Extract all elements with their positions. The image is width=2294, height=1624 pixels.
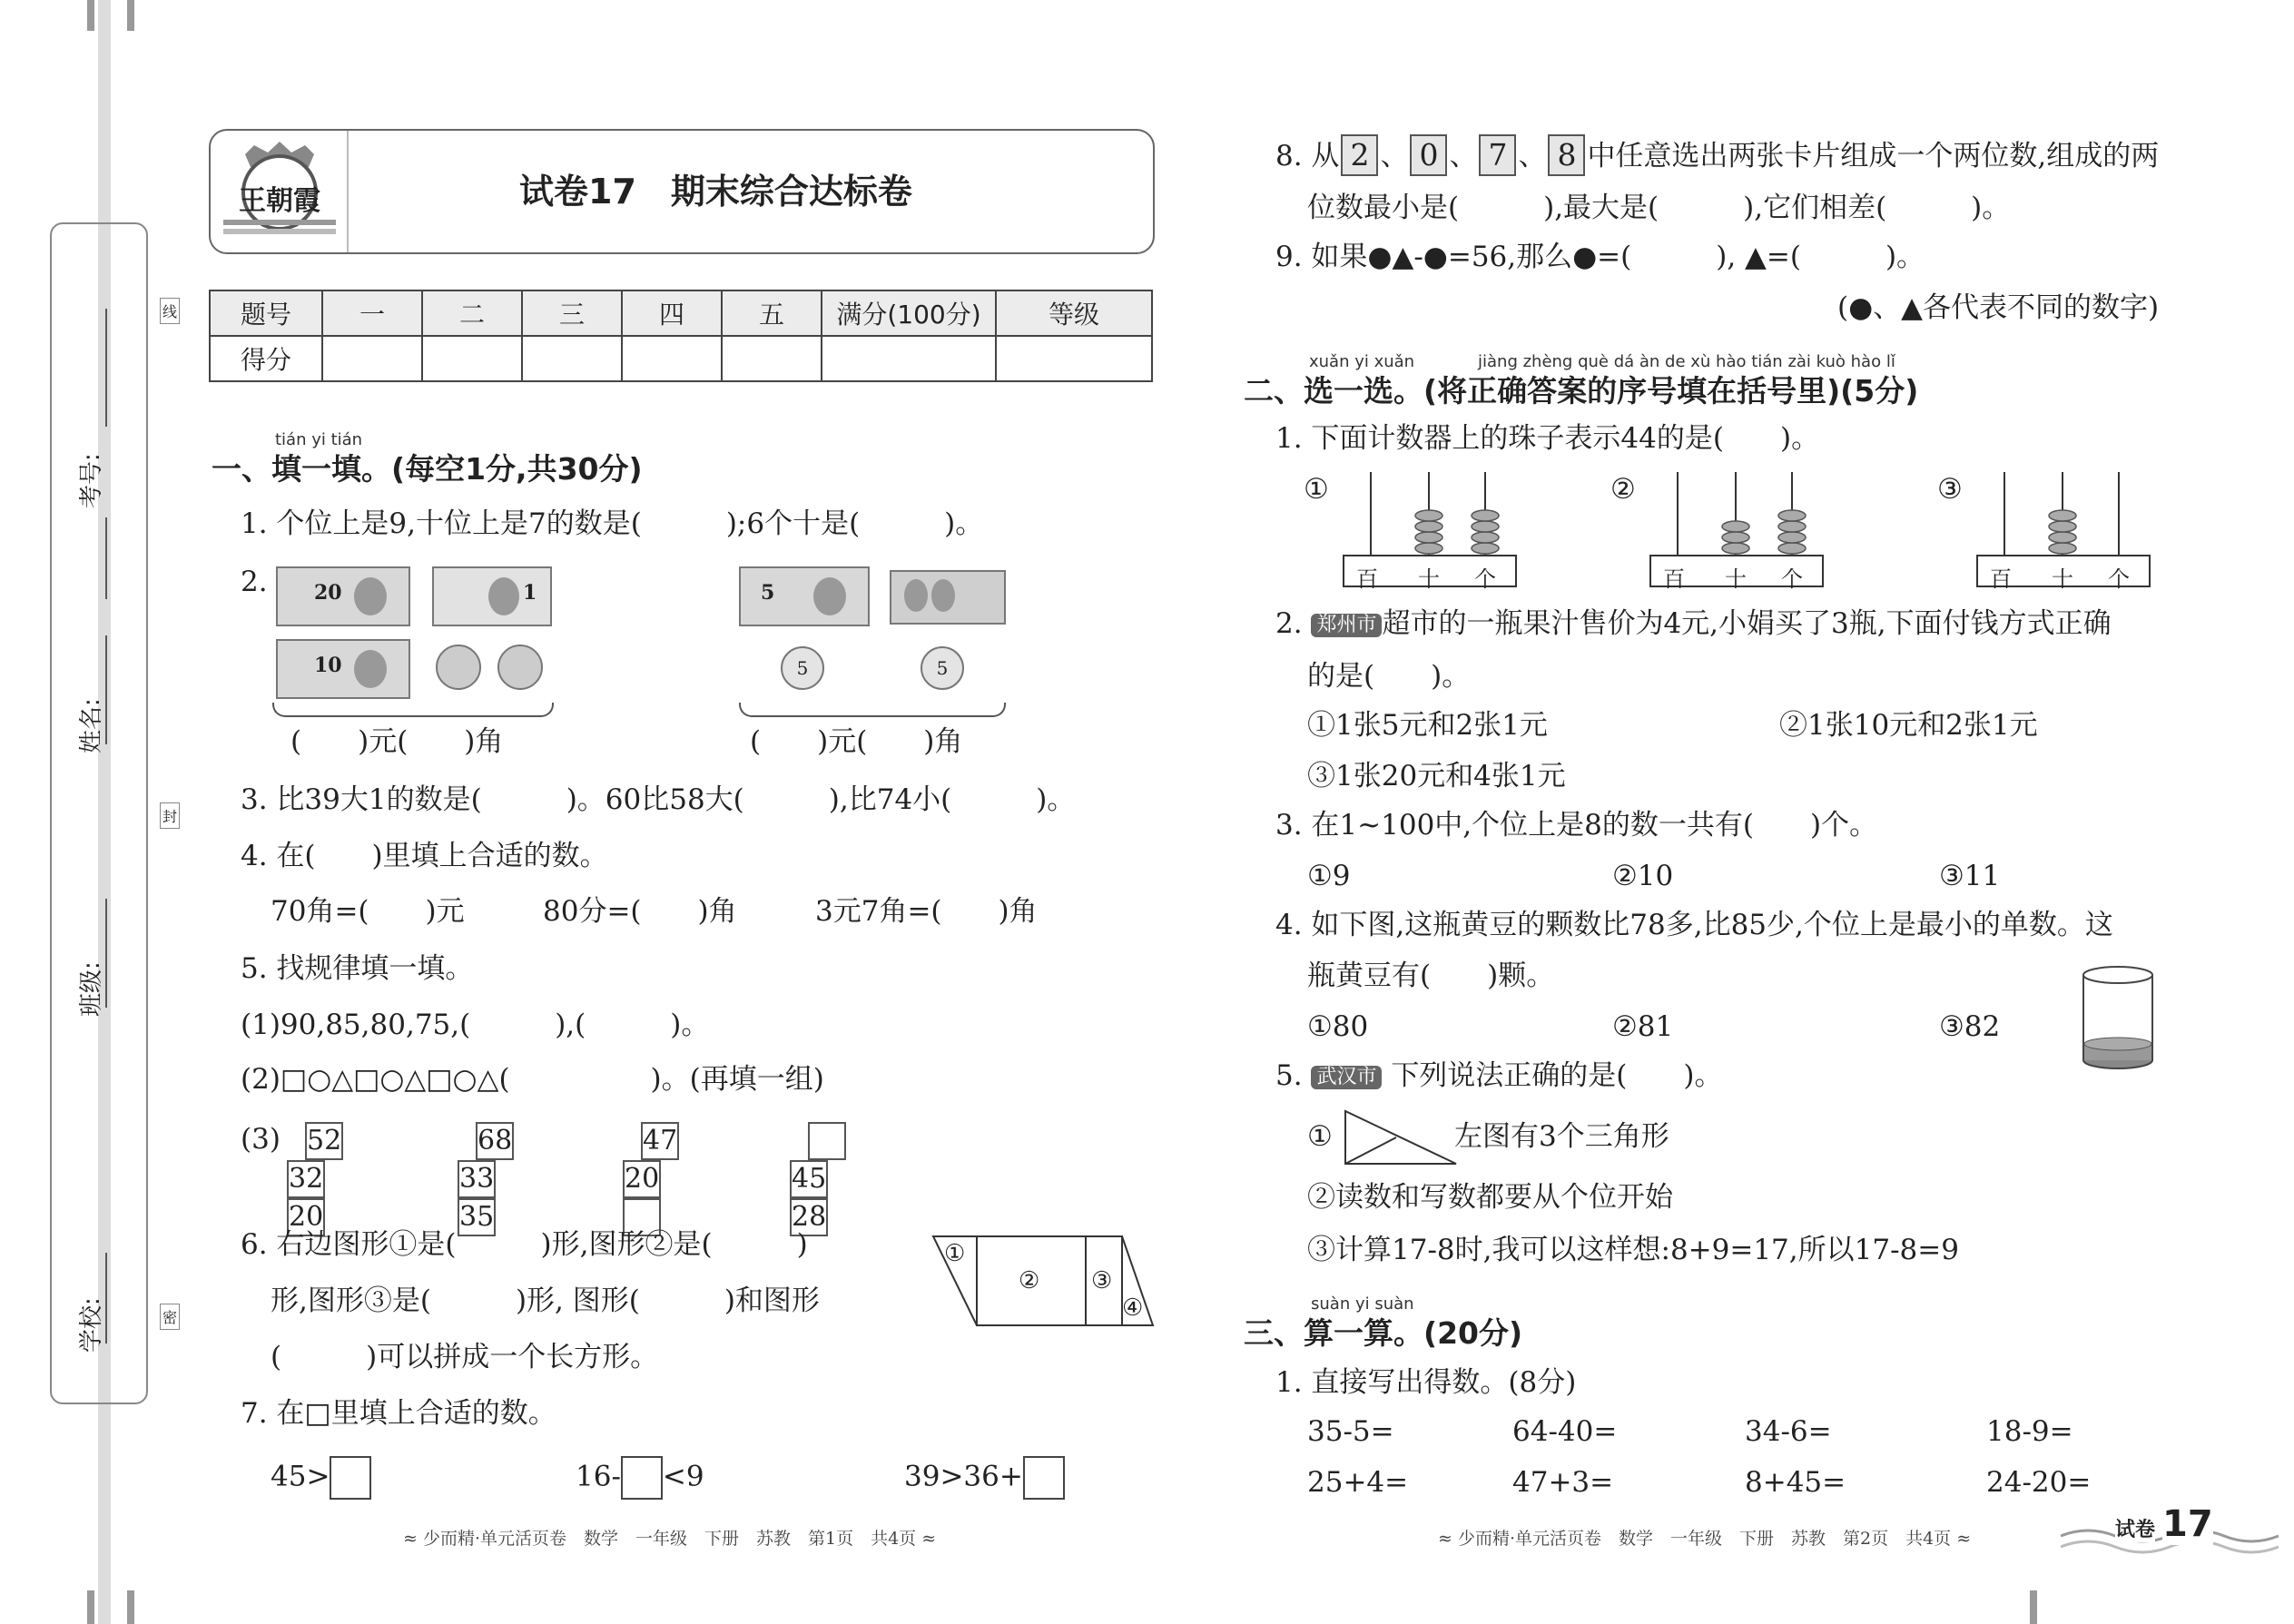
- seal-char: 密: [160, 1304, 180, 1330]
- s1-q4-item: 70角=( )元: [271, 895, 465, 928]
- region-tag: 郑州市: [1311, 614, 1382, 637]
- split-top: 52: [305, 1122, 343, 1160]
- abacus-place: 十: [1725, 566, 1747, 592]
- split-cell: 32: [287, 1160, 325, 1198]
- crop-mark: [87, 0, 94, 31]
- table-header-cell: 等级: [996, 290, 1152, 336]
- table-row-label: 得分: [210, 336, 322, 381]
- banknote-20: 20: [276, 566, 410, 626]
- section1-heading: 一、填一填。(每空1分,共30分): [212, 451, 643, 487]
- abacus-bead: [2049, 521, 2076, 532]
- abacus-bead: [2049, 532, 2076, 543]
- s1-q2-answer-left: ( )元( )角: [290, 725, 504, 758]
- q8-line2: 位数最小是( ),最大是( ),它们相差( )。: [1307, 192, 2011, 224]
- seal-char: 线: [160, 298, 180, 324]
- coin-5jiao: 5: [781, 646, 824, 690]
- s1-q3: 3. 比39大1的数是( )。60比58大( ),比74小( )。: [241, 783, 1076, 816]
- s1-q4-item: 3元7角=( )角: [815, 895, 1038, 928]
- table-row: [210, 290, 1152, 336]
- abacus: [1610, 470, 1846, 590]
- abacus-place: 十: [1418, 566, 1440, 592]
- s3-q1: 1. 直接写出得数。(8分): [1275, 1366, 1577, 1399]
- abacus: [1937, 470, 2173, 590]
- table-header-cell: 四: [622, 290, 722, 336]
- calc-item: 47+3=: [1512, 1466, 1614, 1499]
- q9-note: (●、▲各代表不同的数字): [1837, 291, 2160, 324]
- s2-q1: 1. 下面计数器上的珠子表示44的是( )。: [1275, 422, 1820, 455]
- section3-pinyin: suàn yi suàn: [1311, 1294, 1414, 1314]
- abacus-place: 十: [2052, 566, 2073, 592]
- s2-q2-opt: ②1张10元和2张1元: [1779, 709, 2038, 742]
- abacus-place: 个: [1474, 566, 1496, 592]
- abacus-place: 百: [1990, 566, 2012, 592]
- shape-figure: [930, 1233, 1157, 1329]
- split-cell: 45: [790, 1160, 828, 1198]
- money-group-left: [272, 563, 563, 717]
- s1-q7-item: 16- <9: [576, 1456, 704, 1500]
- s1-q1: 1. 个位上是9,十位上是7的数是( );6个十是( )。: [241, 507, 984, 540]
- s1-q7-item: 45>: [271, 1456, 371, 1500]
- title-box: [209, 129, 1155, 254]
- answer-box[interactable]: [1023, 1456, 1065, 1500]
- abacus-bead: [1778, 510, 1806, 521]
- calc-item: 24-20=: [1986, 1466, 2092, 1499]
- split-top-blank[interactable]: [808, 1122, 846, 1160]
- table-row: [210, 336, 1152, 381]
- calc-item: 25+4=: [1307, 1466, 1409, 1499]
- banknote-5: 5: [739, 566, 870, 626]
- abacus-bead: [1415, 521, 1442, 532]
- banknote-10: 10: [276, 639, 410, 699]
- abacus-bead: [1472, 543, 1499, 554]
- s2-q2-line1: 2. 郑州市 超市的一瓶果汁售价为4元,小娟买了3瓶,下面付钱方式正确: [1275, 607, 2112, 640]
- shape-label: ①: [944, 1240, 966, 1267]
- footer-left: ≈ 少而精·单元活页卷 数学 一年级 下册 苏教 第1页 共4页 ≈: [403, 1529, 937, 1549]
- s2-q3-opt: ③11: [1939, 860, 2001, 892]
- split-cell: 20: [623, 1160, 661, 1198]
- s1-q2-answer-right: ( )元( )角: [750, 725, 963, 758]
- abacus-bead: [1472, 510, 1499, 521]
- calc-item: 35-5=: [1307, 1415, 1394, 1448]
- table-header-cell: 题号: [210, 290, 322, 336]
- s2-q3: 3. 在1~100中,个位上是8的数一共有( )个。: [1275, 809, 1878, 842]
- section2-pinyin: xuǎn yi xuǎn: [1309, 352, 1415, 371]
- answer-box[interactable]: [330, 1456, 371, 1500]
- abacus-place: 百: [1663, 566, 1685, 592]
- region-tag: 武汉市: [1311, 1066, 1382, 1089]
- s1-q4-item: 80分=( )角: [543, 895, 737, 928]
- abacus-label: ①: [1304, 473, 1329, 506]
- abacus-bead: [1722, 521, 1749, 532]
- split-top: 68: [476, 1122, 514, 1160]
- brace-right: [739, 703, 1006, 717]
- s2-q4-opt: ③82: [1939, 1010, 2001, 1043]
- s1-q2-number: 2.: [241, 566, 268, 598]
- s1-q6-line2: 形,图形③是( )形, 图形( )和图形: [271, 1284, 820, 1317]
- seal-char: 封: [160, 802, 180, 829]
- split-cell: 33: [458, 1160, 496, 1198]
- s2-q5-opt2: ②读数和写数都要从个位开始: [1307, 1181, 1673, 1214]
- split-cell: 20: [287, 1198, 325, 1236]
- brace-left: [272, 703, 554, 717]
- abacus-label: ②: [1610, 473, 1636, 506]
- s1-q5-1: (1)90,85,80,75,( ),( )。: [241, 1009, 710, 1041]
- logo-text: 王朝霞: [239, 185, 320, 217]
- s2-q2-opt: ①1张5元和2张1元: [1307, 709, 1548, 742]
- banknote-1jiao: [890, 570, 1006, 625]
- s2-q2-opt: ③1张20元和4张1元: [1307, 760, 1566, 792]
- abacus-bead: [1722, 532, 1749, 543]
- s2-q3-opt: ②10: [1612, 860, 1674, 892]
- s2-q2-line2: 的是( )。: [1307, 660, 1471, 693]
- abacus-bead: [1722, 543, 1749, 554]
- banknote-1: 1: [432, 566, 552, 626]
- s2-q4-line1: 4. 如下图,这瓶黄豆的颗数比78多,比85少,个位上是最小的单数。这: [1275, 909, 2113, 941]
- number-card: 8: [1548, 134, 1585, 176]
- school-label: 学校:: [73, 1271, 127, 1480]
- page-title: 试卷17 期末综合达标卷: [519, 172, 912, 212]
- calc-item: 64-40=: [1512, 1415, 1618, 1448]
- abacus-bead: [1415, 532, 1442, 543]
- shape-label: ③: [1091, 1267, 1113, 1294]
- table-header-cell: 五: [722, 290, 822, 336]
- abacus-bead: [1415, 543, 1442, 554]
- q9: 9. 如果●▲-●=56,那么●=( ), ▲=( )。: [1275, 241, 1925, 273]
- section3-heading: 三、算一算。(20分): [1244, 1315, 1523, 1351]
- score-cell[interactable]: [822, 336, 996, 381]
- footer-right: ≈ 少而精·单元活页卷 数学 一年级 下册 苏教 第2页 共4页 ≈: [1438, 1529, 1972, 1549]
- bean-jar-icon: [2081, 964, 2155, 1071]
- table-header-cell: 满分(100分): [822, 290, 996, 336]
- abacus-bead: [2049, 510, 2076, 521]
- logo: [218, 136, 341, 247]
- q8-line1: 8. 从 2 、 0 、 7 、 8 中任意选出两张卡片组成一个两位数,组成的两: [1275, 134, 2159, 176]
- crop-mark: [2030, 1590, 2037, 1624]
- s2-q3-opt: ①9: [1307, 860, 1351, 892]
- s1-q5-2: (2)□○△□○△□○△( )。(再填一组): [241, 1063, 824, 1096]
- name-label: 姓名:: [73, 690, 127, 871]
- score-cell[interactable]: [322, 336, 422, 381]
- number-card: 2: [1341, 134, 1378, 176]
- answer-box[interactable]: [621, 1456, 663, 1500]
- class-label: 班级:: [73, 953, 127, 1135]
- s2-q5-opt1-label: ①: [1307, 1120, 1333, 1153]
- s1-q4: 4. 在( )里填上合适的数。: [241, 840, 608, 872]
- abacus-bead: [1778, 521, 1806, 532]
- s1-q7-item: 39>36+: [904, 1456, 1065, 1500]
- exam-no-label: 考号:: [73, 427, 127, 608]
- s2-q5: 5. 武汉市 下列说法正确的是( )。: [1275, 1059, 1723, 1092]
- s1-q5: 5. 找规律填一填。: [241, 952, 474, 985]
- table-header-cell: 二: [422, 290, 522, 336]
- calc-item: 34-6=: [1745, 1415, 1832, 1448]
- s2-q4-opt: ①80: [1307, 1010, 1369, 1043]
- split-cell: 35: [458, 1198, 496, 1236]
- number-card: 7: [1479, 134, 1516, 176]
- calc-item: 18-9=: [1986, 1415, 2073, 1448]
- s1-q6-line1: 6. 右边图形①是( )形,图形②是( ): [241, 1228, 808, 1261]
- score-table: [209, 290, 1153, 382]
- abacus-label: ③: [1937, 473, 1963, 506]
- abacus: [1304, 470, 1540, 590]
- crop-mark: [127, 0, 134, 31]
- coin-1yuan: [436, 645, 481, 690]
- s2-q4-opt: ②81: [1612, 1010, 1674, 1043]
- shape-label: ②: [1019, 1267, 1040, 1294]
- money-group-right: [737, 563, 1009, 717]
- table-header-cell: 三: [522, 290, 622, 336]
- s2-q5-opt3: ③计算17-8时,我可以这样想:8+9=17,所以17-8=9: [1307, 1234, 1959, 1266]
- score-cell[interactable]: [422, 336, 522, 381]
- section2-pinyin: jiàng zhèng què dá àn de xù hào tián zài kuò hào lǐ: [1478, 352, 1895, 371]
- abacus-bead: [1415, 510, 1442, 521]
- score-cell[interactable]: [522, 336, 622, 381]
- abacus-bead: [1472, 532, 1499, 543]
- abacus-bead: [1778, 543, 1806, 554]
- shape-label: ④: [1122, 1294, 1144, 1322]
- abacus-bead: [1472, 521, 1499, 532]
- split-top: 47: [641, 1122, 679, 1160]
- section2-heading: 二、选一选。(将正确答案的序号填在括号里)(5分): [1244, 373, 1919, 408]
- coin-1yuan: [497, 645, 543, 690]
- score-cell[interactable]: [622, 336, 722, 381]
- abacus-place: 百: [1356, 566, 1378, 592]
- split-cell: 28: [790, 1198, 828, 1236]
- calc-item: 8+45=: [1745, 1466, 1846, 1499]
- abacus-bead: [1778, 532, 1806, 543]
- s1-q6-line3: ( )可以拼成一个长方形。: [271, 1341, 659, 1373]
- number-card: 0: [1410, 134, 1447, 176]
- abacus-place: 个: [2108, 566, 2130, 592]
- abacus-place: 个: [1781, 566, 1803, 592]
- triangle-figure: [1342, 1107, 1460, 1167]
- s1-q5-3-label: (3): [241, 1123, 281, 1156]
- section1-pinyin: tián yi tián: [275, 430, 363, 449]
- crop-mark: [127, 1590, 134, 1624]
- crop-mark: [87, 1590, 94, 1624]
- score-cell[interactable]: [722, 336, 822, 381]
- abacus-bead: [2049, 543, 2076, 554]
- s2-q5-opt1: 左图有3个三角形: [1454, 1120, 1669, 1153]
- s1-q7: 7. 在□里填上合适的数。: [241, 1397, 556, 1430]
- score-cell[interactable]: [996, 336, 1152, 381]
- page-badge: 试卷 17: [2061, 1503, 2294, 1558]
- s2-q4-line2: 瓶黄豆有( )颗。: [1307, 960, 1555, 992]
- coin-5jiao: 5: [921, 646, 964, 690]
- table-header-cell: 一: [322, 290, 422, 336]
